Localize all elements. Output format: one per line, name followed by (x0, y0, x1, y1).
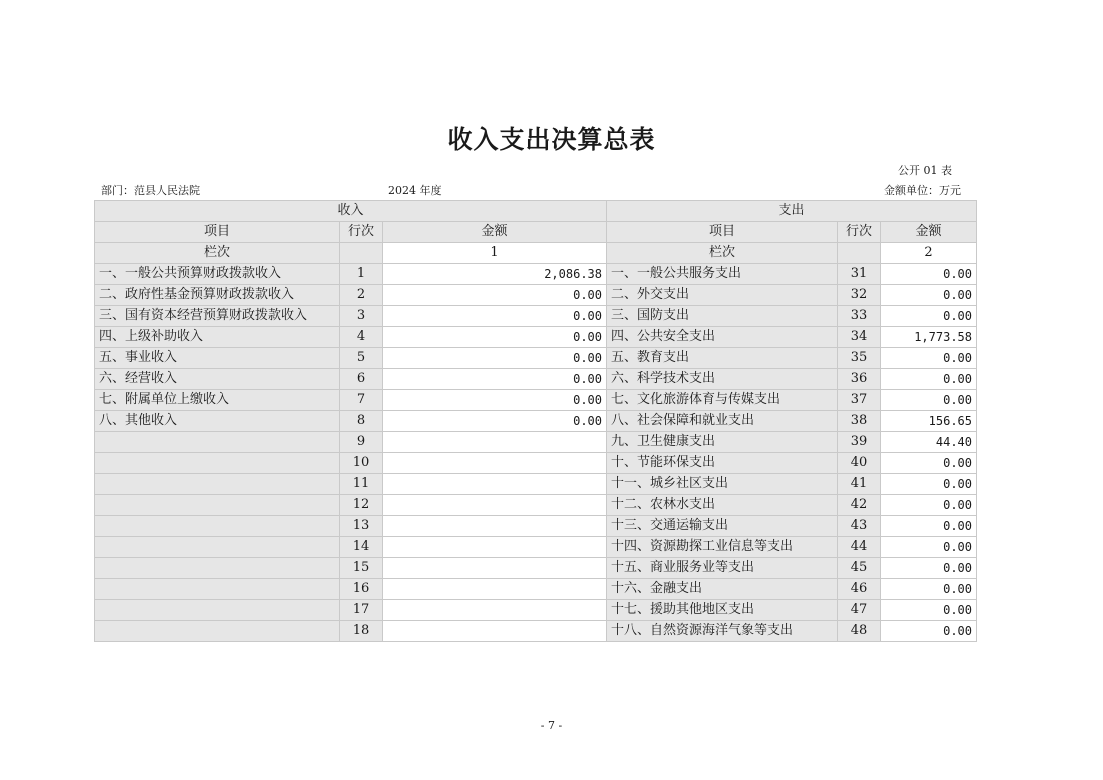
income-line-cell: 5 (340, 348, 383, 369)
income-item-cell: 六、经营收入 (95, 369, 340, 390)
table-row (95, 390, 977, 411)
income-amount-cell: 0.00 (383, 390, 607, 411)
income-amount-cell: 0.00 (383, 327, 607, 348)
page-title: 收入支出决算总表 (447, 125, 656, 154)
expense-item-cell: 一、一般公共服务支出 (607, 264, 838, 285)
department-label: 部门：范县人民法院 (101, 184, 200, 197)
expense-amount-cell: 0.00 (881, 390, 977, 411)
expense-line-cell: 43 (838, 516, 881, 537)
income-item-cell: 三、国有资本经营预算财政拨款收入 (95, 306, 340, 327)
expense-amount-cell: 0.00 (881, 537, 977, 558)
income-item-cell (95, 516, 340, 537)
table-row (95, 537, 977, 558)
income-item-cell: 七、附属单位上缴收入 (95, 390, 340, 411)
expense-line-cell: 47 (838, 600, 881, 621)
expense-amount-cell: 0.00 (881, 369, 977, 390)
expense-line-cell: 48 (838, 621, 881, 642)
expense-item-cell: 五、教育支出 (607, 348, 838, 369)
table-row (95, 474, 977, 495)
income-line-cell: 15 (340, 558, 383, 579)
income-item-cell: 八、其他收入 (95, 411, 340, 432)
table-row (95, 579, 977, 600)
expense-item-cell: 七、文化旅游体育与传媒支出 (607, 390, 838, 411)
income-line-header: 行次 (340, 222, 383, 243)
expense-line-cell: 32 (838, 285, 881, 306)
income-line-cell: 10 (340, 453, 383, 474)
income-expense-table (94, 200, 977, 642)
income-line-cell: 1 (340, 264, 383, 285)
expense-line-cell: 38 (838, 411, 881, 432)
table-body (95, 264, 977, 642)
table-row (95, 558, 977, 579)
expense-amount-cell: 0.00 (881, 495, 977, 516)
table-row (95, 369, 977, 390)
income-amount-cell: 2,086.38 (383, 264, 607, 285)
expense-line-cell: 45 (838, 558, 881, 579)
income-amount-header: 金额 (383, 222, 607, 243)
expense-line-cell: 34 (838, 327, 881, 348)
table-row (95, 621, 977, 642)
income-amount-cell (383, 579, 607, 600)
income-amount-cell: 0.00 (383, 306, 607, 327)
table-row (95, 432, 977, 453)
table-row (95, 453, 977, 474)
income-amount-cell (383, 516, 607, 537)
income-item-cell (95, 537, 340, 558)
income-line-cell: 7 (340, 390, 383, 411)
income-item-cell (95, 579, 340, 600)
expense-line-cell: 42 (838, 495, 881, 516)
income-amount-cell: 0.00 (383, 348, 607, 369)
expense-column-order-blank (838, 243, 881, 264)
income-item-cell: 五、事业收入 (95, 348, 340, 369)
expense-line-cell: 46 (838, 579, 881, 600)
expense-amount-cell: 1,773.58 (881, 327, 977, 348)
income-line-cell: 3 (340, 306, 383, 327)
income-amount-cell (383, 621, 607, 642)
income-item-cell (95, 453, 340, 474)
income-line-cell: 18 (340, 621, 383, 642)
income-amount-cell: 0.00 (383, 369, 607, 390)
expense-item-cell: 十、节能环保支出 (607, 453, 838, 474)
income-item-cell (95, 495, 340, 516)
expense-header: 支出 (607, 201, 977, 222)
expense-amount-header: 金额 (881, 222, 977, 243)
table-row (95, 600, 977, 621)
expense-line-cell: 37 (838, 390, 881, 411)
expense-amount-cell: 0.00 (881, 621, 977, 642)
expense-amount-cell: 0.00 (881, 558, 977, 579)
expense-item-cell: 十四、资源勘探工业信息等支出 (607, 537, 838, 558)
income-line-cell: 11 (340, 474, 383, 495)
expense-amount-cell: 0.00 (881, 579, 977, 600)
expense-amount-cell: 156.65 (881, 411, 977, 432)
income-amount-cell (383, 600, 607, 621)
income-amount-cell (383, 474, 607, 495)
table-row (95, 306, 977, 327)
expense-item-cell: 九、卫生健康支出 (607, 432, 838, 453)
expense-line-cell: 41 (838, 474, 881, 495)
expense-amount-cell: 0.00 (881, 453, 977, 474)
income-line-cell: 13 (340, 516, 383, 537)
income-line-cell: 8 (340, 411, 383, 432)
amount-unit-label: 金额单位：万元 (884, 184, 961, 197)
income-header: 收入 (95, 201, 607, 222)
income-amount-cell (383, 495, 607, 516)
income-item-cell: 一、一般公共预算财政拨款收入 (95, 264, 340, 285)
expense-line-cell: 33 (838, 306, 881, 327)
expense-amount-cell: 0.00 (881, 474, 977, 495)
expense-amount-cell: 0.00 (881, 306, 977, 327)
income-item-header: 项目 (95, 222, 340, 243)
expense-line-header: 行次 (838, 222, 881, 243)
expense-line-cell: 31 (838, 264, 881, 285)
expense-amount-cell: 0.00 (881, 600, 977, 621)
table-row (95, 327, 977, 348)
expense-item-cell: 十六、金融支出 (607, 579, 838, 600)
income-line-cell: 17 (340, 600, 383, 621)
income-item-cell (95, 474, 340, 495)
income-amount-cell (383, 432, 607, 453)
income-amount-cell (383, 558, 607, 579)
expense-amount-cell: 0.00 (881, 516, 977, 537)
form-number: 公开 01 表 (898, 164, 952, 177)
expense-line-cell: 35 (838, 348, 881, 369)
expense-line-cell: 36 (838, 369, 881, 390)
expense-item-cell: 三、国防支出 (607, 306, 838, 327)
table-row (95, 348, 977, 369)
income-amount-cell: 0.00 (383, 411, 607, 432)
income-item-cell: 二、政府性基金预算财政拨款收入 (95, 285, 340, 306)
income-line-cell: 12 (340, 495, 383, 516)
expense-line-cell: 44 (838, 537, 881, 558)
income-column-order-blank (340, 243, 383, 264)
income-item-cell (95, 558, 340, 579)
income-item-cell (95, 621, 340, 642)
expense-item-cell: 十二、农林水支出 (607, 495, 838, 516)
expense-amount-cell: 44.40 (881, 432, 977, 453)
expense-item-cell: 十五、商业服务业等支出 (607, 558, 838, 579)
expense-item-cell: 十七、援助其他地区支出 (607, 600, 838, 621)
expense-amount-cell: 0.00 (881, 285, 977, 306)
expense-item-cell: 十一、城乡社区支出 (607, 474, 838, 495)
income-line-cell: 14 (340, 537, 383, 558)
income-item-cell (95, 600, 340, 621)
income-line-cell: 16 (340, 579, 383, 600)
expense-item-cell: 六、科学技术支出 (607, 369, 838, 390)
income-column-order-label: 栏次 (95, 243, 340, 264)
income-column-number: 1 (383, 243, 607, 264)
expense-amount-cell: 0.00 (881, 348, 977, 369)
income-line-cell: 9 (340, 432, 383, 453)
income-item-cell: 四、上级补助收入 (95, 327, 340, 348)
income-amount-cell (383, 453, 607, 474)
expense-item-cell: 二、外交支出 (607, 285, 838, 306)
expense-column-order-label: 栏次 (607, 243, 838, 264)
income-amount-cell (383, 537, 607, 558)
income-line-cell: 4 (340, 327, 383, 348)
expense-item-header: 项目 (607, 222, 838, 243)
fiscal-year-label: 2024 年度 (388, 184, 442, 197)
expense-line-cell: 40 (838, 453, 881, 474)
page-number: - 7 - (540, 719, 563, 732)
table-row (95, 285, 977, 306)
table-row (95, 516, 977, 537)
table-row (95, 495, 977, 516)
income-amount-cell: 0.00 (383, 285, 607, 306)
income-line-cell: 2 (340, 285, 383, 306)
income-line-cell: 6 (340, 369, 383, 390)
expense-line-cell: 39 (838, 432, 881, 453)
table-row (95, 264, 977, 285)
table-row (95, 411, 977, 432)
expense-item-cell: 八、社会保障和就业支出 (607, 411, 838, 432)
expense-item-cell: 四、公共安全支出 (607, 327, 838, 348)
income-item-cell (95, 432, 340, 453)
expense-item-cell: 十三、交通运输支出 (607, 516, 838, 537)
expense-amount-cell: 0.00 (881, 264, 977, 285)
expense-item-cell: 十八、自然资源海洋气象等支出 (607, 621, 838, 642)
expense-column-number: 2 (881, 243, 977, 264)
